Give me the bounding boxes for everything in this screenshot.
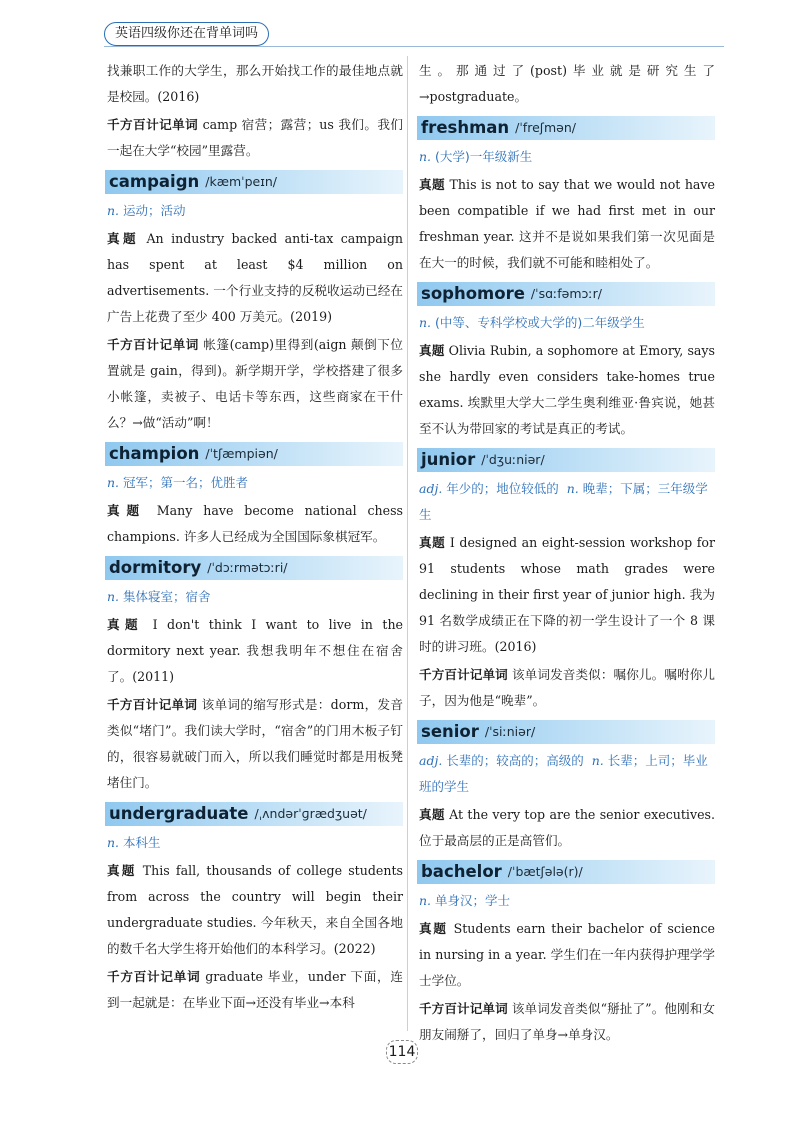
memory-tip-tag: 千方百计记单词 [107,969,201,984]
part-of-speech: n. [419,149,432,164]
exam-text: This fall, thousands of college students from across the country will begin their undergraduate studies. 今年秋天，来自全国各地的数千名大学生将开始他们的本科学习。(2022) [107,863,404,956]
exam-example [107,498,403,550]
page-number: 114 [386,1040,418,1064]
definition-text: 长辈；上司；毕业班的学生 [419,753,708,794]
exam-text: Many have become national chess champions. 许多人已经成为全国国际象棋冠军。 [107,503,403,544]
definition-text: 本科生 [119,835,161,850]
phonetic: /ˈfreʃmən/ [515,120,576,135]
exam-tag: 真题 [419,807,445,822]
phonetic: /ˈsiːniər/ [484,724,536,739]
exam-text: Olivia Rubin, a sophomore at Emory, says she hardly even considers take-homes true exams. 埃默里大学大二学生奥利维亚·鲁宾说，她甚至不认为带回家的考试是真正的考试。 [419,343,716,436]
memory-tip [107,964,403,1016]
phonetic: /ˈbætʃələ(r)/ [507,864,583,879]
header-rule [104,46,724,47]
memory-tip-tag: 千方百计记单词 [107,337,199,352]
definition [419,748,715,800]
exam-example [107,226,403,330]
exam-tag: 真题 [419,177,446,192]
memory-tip-text: camp 宿营；露营；us 我们。我们一起在大学“校园”里露营。 [107,117,404,158]
entry-campaign-header [105,170,403,194]
exam-tag: 真题 [107,503,146,518]
memory-tip [419,996,715,1048]
entry-senior-header [417,720,715,744]
memory-tip-text: 该单词发音类似：嘱你儿。嘱咐你儿子，因为他是“晚辈”。 [419,667,715,708]
entry-sophomore-header [417,282,715,306]
phonetic: /ˈtʃæmpiən/ [205,446,278,461]
exam-text: An industry backed anti-tax campaign has spent at least $4 million on advertisements. 一个行业支持的反税收运动已经在广告上花费了至少 400 万美元。(2019) [107,231,403,324]
memory-tip [107,112,403,164]
column-divider [407,56,408,1031]
definition [419,144,715,170]
exam-example [107,612,403,690]
part-of-speech: adj. [419,481,443,496]
memory-tip-tag: 千方百计记单词 [107,117,199,132]
exam-tag: 真题 [107,617,144,632]
exam-example [419,802,715,854]
definition [107,584,403,610]
headword: freshman [421,118,510,137]
definition-text: (大学)一年级新生 [431,149,533,164]
phonetic: /kæmˈpeɪn/ [205,174,278,189]
part-of-speech: n. [107,589,120,604]
memory-tip-text: 帐篷(camp)里得到(aign 颠倒下位置就是 gain，得到)。新学期开学，学校搭建了很多小帐篷，卖被子、电话卡等东西，这些商家在干什么？→做“活动”啊！ [107,337,403,430]
headword: champion [109,444,200,463]
intro-paragraph: 找兼职工作的大学生，那么开始找工作的最佳地点就是校园。(2016) [107,63,403,104]
exam-example [107,858,403,962]
phonetic: /ˌʌndərˈɡrædʒuət/ [254,806,367,821]
definition [419,476,715,528]
headword: sophomore [421,284,525,303]
definition-text: 晚辈；下属；三年级学生 [419,481,708,522]
left-column [107,58,403,1018]
exam-text: I designed an eight-session workshop for 91 students whose math grades were declining in their first year of junior high. 我为 91 名数学成绩正在下降的初一学生设计了一个 8 课时的讲习班。(2016) [419,535,715,654]
continued-paragraph: 生。那通过了(post)毕业就是研究生了→postgraduate。 [419,63,715,104]
memory-tip [107,332,403,436]
entry-champion-header [105,442,403,466]
headword: bachelor [421,862,502,881]
exam-tag: 真题 [419,921,448,936]
definition-text: 年少的；地位较低的 [442,481,559,496]
entry-junior-header [417,448,715,472]
definition [107,198,403,224]
part-of-speech: n. [566,481,579,496]
memory-tip-text: graduate 毕业，under 下面，连到一起就是：在毕业下面→还没有毕业→本科 [107,969,403,1010]
exam-text: At the very top are the senior executives. 位于最高层的正是高管们。 [419,807,715,848]
entry-freshman-header [417,116,715,140]
entry-undergraduate-header [105,802,403,826]
definition-text: 单身汉；学士 [431,893,511,908]
phonetic: /ˈdɔːrmətɔːri/ [207,560,288,575]
memory-tip [419,662,715,714]
phonetic: /ˈsɑːfəmɔːr/ [530,286,602,301]
memory-tip-tag: 千方百计记单词 [107,697,198,712]
part-of-speech: adj. [419,753,443,768]
definition-text: (中等、专科学校或大学的)二年级学生 [431,315,645,330]
exam-text: This is not to say that we would not have been compatible if we had first met in our freshman year. 这并不是说如果我们第一次见面是在大一的时候，我们就不可能和睦相处了。 [419,177,716,270]
definition [107,830,403,856]
exam-example [419,172,715,276]
part-of-speech: n. [419,893,432,908]
part-of-speech: n. [419,315,432,330]
exam-tag: 真题 [107,863,137,878]
memory-tip [107,692,403,796]
part-of-speech: n. [107,835,120,850]
headword: junior [421,450,476,469]
definition-text: 长辈的；较高的；高级的 [442,753,584,768]
exam-tag: 真题 [419,343,445,358]
headword: campaign [109,172,200,191]
book-title-tag: 英语四级你还在背单词吗 [104,22,269,46]
exam-example [419,530,715,660]
definition-text: 冠军；第一名；优胜者 [119,475,249,490]
entry-dormitory-header [105,556,403,580]
exam-text: Students earn their bachelor of science in nursing in a year. 学生们在一年内获得护理学学士学位。 [419,921,715,988]
exam-tag: 真题 [419,535,446,550]
memory-tip-tag: 千方百计记单词 [419,667,508,682]
memory-tip-text: 该单词的缩写形式是：dorm，发音类似“堵门”。我们读大学时，“宿舍”的门用木板子钉的，很容易就破门而入，所以我们睡觉时都是用板凳堵住门。 [107,697,403,790]
definition [419,310,715,336]
exam-text: I don't think I want to live in the dormitory next year. 我想我明年不想住在宿舍了。(2011) [107,617,404,684]
definition-text: 集体寝室；宿舍 [119,589,211,604]
memory-tip-tag: 千方百计记单词 [419,1001,508,1016]
part-of-speech: n. [107,203,120,218]
headword: senior [421,722,479,741]
part-of-speech: n. [591,753,604,768]
right-column [419,58,715,1050]
definition [107,470,403,496]
exam-example [419,338,715,442]
part-of-speech: n. [107,475,120,490]
entry-bachelor-header [417,860,715,884]
memory-tip-text: 该单词发音类似“掰扯了”。他刚和女朋友闹掰了，回归了单身→单身汉。 [419,1001,716,1042]
phonetic: /ˈdʒuːniər/ [481,452,545,467]
definition-text: 运动；活动 [119,203,186,218]
definition [419,888,715,914]
headword: dormitory [109,558,202,577]
exam-tag: 真题 [107,231,140,246]
headword: undergraduate [109,804,249,823]
exam-example [419,916,715,994]
